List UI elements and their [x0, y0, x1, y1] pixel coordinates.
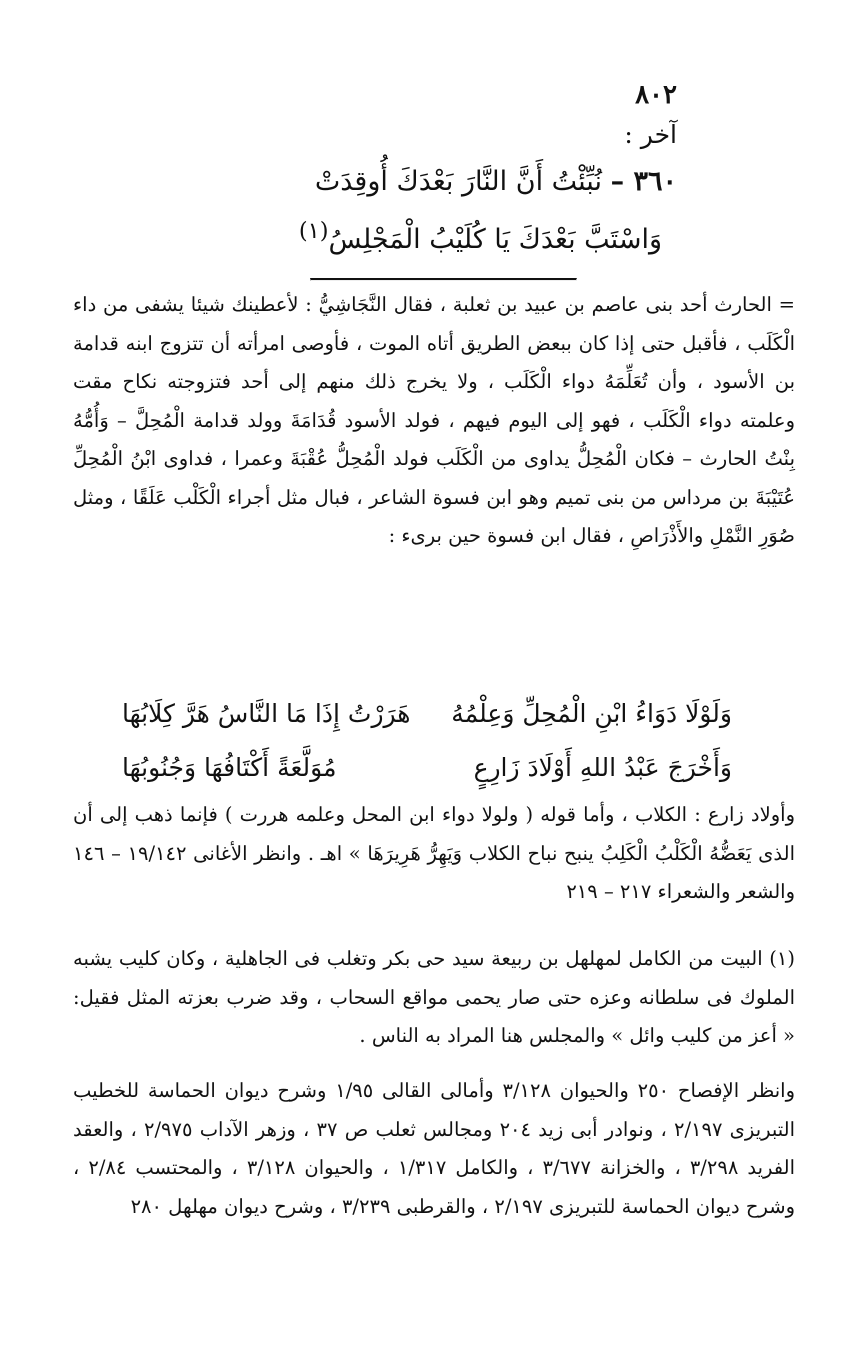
footnote-divider — [310, 278, 577, 281]
section-label: آخر : — [624, 120, 677, 149]
footnote-1: (١) البيت من الكامل لمهلهل بن ربيعة سيد حى بكر وتغلب فى الجاهلية ، وكان كليب يشبه الملوك فى سلطانه وعزه حتى صار يحمى مواقع السحاب ، وقد ضرب بعزته المثل فقيل: « أعز من كليب وائل » والمجلس هنا المراد به الناس . — [73, 947, 795, 1047]
couplet-2-first-half: وَأَخْرَجَ عَبْدُ اللهِ أَوْلَادَ زَارِعٍ — [473, 752, 732, 782]
couplet-2-second-half: مُوَلَّعَةً أَكْتَافُهَا وَجُنُوبُهَا — [122, 752, 337, 782]
couplet-2 — [122, 740, 732, 794]
verse-hemistich-2: وَاسْتَبَّ بَعْدَكَ يَا كُلَيْبُ الْمَجْلِسُ — [328, 224, 662, 255]
verse-second-hemistich — [142, 218, 662, 255]
poem-couplets — [122, 686, 732, 794]
verse-hemistich-1: نُبِّئْتُ أَنَّ النَّارَ بَعْدَكَ أُوقِدَتْ — [314, 166, 602, 197]
references-paragraph: وانظر الإفصاح ٢٥٠ والحيوان ٣/١٢٨ وأمالى القالى ١/٩٥ وشرح ديوان الحماسة للخطيب التبريزى ٢/١٩٧ ، ونوادر أبى زيد ٢٠٤ ومجالس ثعلب ص ٣٧ ، وزهر الآداب ٢/٩٧٥ ، والعقد الفريد ٣/٢٩٨ ، والخزانة ٣/٦٧٧ ، والكامل ١/٣١٧ ، والحيوان ٣/١٢٨ ، والمحتسب ٢/٨٤ ، وشرح ديوان الحماسة للتبريزى ٢/١٩٧ ، والقرطبى ٣/٢٣٩ ، وشرح ديوان مهلهل ٢٨٠ — [73, 1079, 796, 1218]
verse-number: ٣٦٠ – — [610, 166, 677, 197]
couplet-1 — [122, 686, 732, 740]
commentary-paragraph-1: = الحارث أحد بنى عاصم بن عبيد بن ثعلبة ، فقال النَّجَاشِيُّ : لأعطينك شيئا يشفى من داء الْكَلَب ، فأقبل حتى إذا كان ببعض الطريق أتاه الموت ، فأوصى امرأته أن تتزوج ابنه قدامة بن الأسود ، وأن تُعَلِّمَهُ دواء الْكَلَب ، ولا يخرج ذلك منهم إلى أحد فتزوجته نكاح مقت وعلمته دواء الْكَلَب ، فهو إلى اليوم فيهم ، فولد الأسود قُدَامَةَ وولد قدامة الْمُحِلَّ – وَأُمُّهُ بِنْتُ الحارث – فكان الْمُحِلُّ يداوى من الْكَلَب فولد الْمُحِلُّ عُقْبَةَ وعمرا ، فداوى ابْنُ الْمُحِلِّ عُتَيْبَةَ بن مرداس من بنى تميم وهو ابن فسوة الشاعر ، فبال مثل أجراء الْكَلْب عَلَقًا ، ومثل صُوَرِ النَّمْلِ والأَذْرَاصِ ، فقال ابن فسوة حين برىء : — [73, 293, 795, 547]
page-number: ٨٠٢ — [635, 80, 677, 110]
footnote-reference: (١) — [298, 218, 329, 244]
verse-first-hemistich — [157, 166, 677, 197]
couplet-1-first-half: وَلَوْلَا دَوَاءُ ابْنِ الْمُحِلِّ وَعِلْمُهُ — [451, 698, 732, 728]
commentary-paragraph-2: وأولاد زارع : الكلاب ، وأما قوله ( ولولا دواء ابن المحل وعلمه هررت ) فإنما ذهب إلى أن الذى يَعَضُّهُ الْكَلْبُ الْكَلِبُ ينبح نباح الكلاب وَيَهِرُّ هَرِيرَهَا » اهـ . وانظر الأغانى ١٩/١٤٢ – ١٤٦ والشعر والشعراء ٢١٧ – ٢١٩ — [73, 803, 795, 903]
couplet-1-second-half: هَرَرْتُ إِذَا مَا النَّاسُ هَرَّ كِلَابُهَا — [122, 698, 411, 728]
